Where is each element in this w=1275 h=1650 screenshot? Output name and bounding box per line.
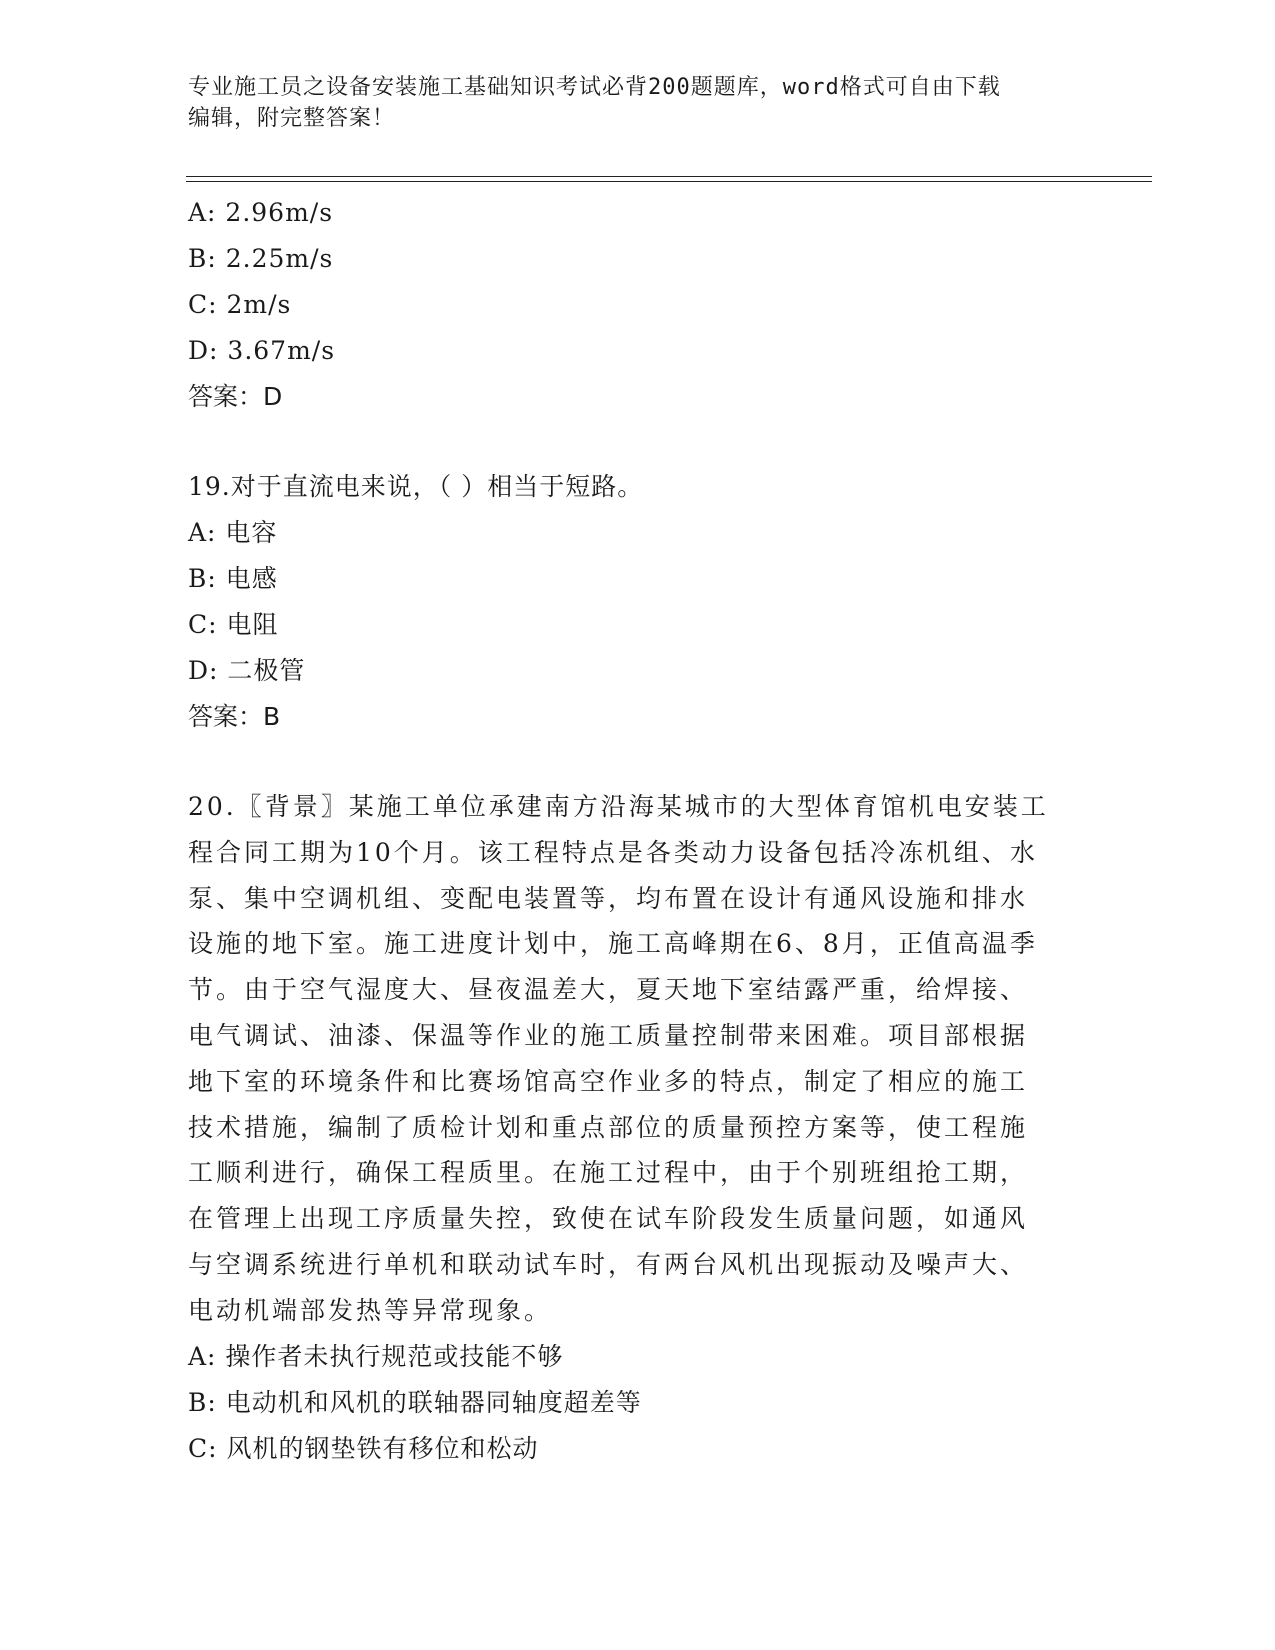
answer: 答案：B xyxy=(188,702,281,731)
option-d: D: 二极管 xyxy=(188,656,306,685)
header-rule-top xyxy=(186,176,1152,177)
question-18 xyxy=(188,190,1088,420)
question-stem: 19.对于直流电来说，（ ）相当于短路。 xyxy=(188,472,644,501)
option-a: A: 电容 xyxy=(188,518,278,547)
header-rule-bottom xyxy=(186,181,1152,182)
question-stem-line: 电动机端部发热等异常现象。 xyxy=(188,1295,553,1325)
option-a: A: 操作者未执行规范或技能不够 xyxy=(188,1341,564,1371)
header-line-1: 专业施工员之设备安装施工基础知识考试必背200题题库，word格式可自由下载 xyxy=(188,75,1001,100)
question-stem-line: 工顺利进行，确保工程质里。在施工过程中，由于个别班组抢工期， xyxy=(188,1158,1029,1188)
option-c: C: 风机的钢垫铁有移位和松动 xyxy=(188,1433,539,1463)
option-b: B: 电动机和风机的联轴器同轴度超差等 xyxy=(188,1387,642,1417)
option-a: A: 2.96m/s xyxy=(188,198,334,227)
question-stem-line: 在管理上出现工序质量失控，致使在试车阶段发生质量问题，如通风 xyxy=(188,1204,1029,1234)
question-stem-line: 技术措施，编制了质检计划和重点部位的质量预控方案等，使工程施 xyxy=(188,1112,1029,1142)
header-line-2: 编辑，附完整答案！ xyxy=(188,106,396,131)
question-20 xyxy=(188,784,1088,1472)
option-d: D: 3.67m/s xyxy=(188,336,336,365)
question-19 xyxy=(188,464,1088,740)
question-stem-line: 20.〖背景〗某施工单位承建南方沿海某城市的大型体育馆机电安装工 xyxy=(188,792,1049,821)
option-b: B: 2.25m/s xyxy=(188,244,334,273)
option-b: B: 电感 xyxy=(188,564,278,593)
question-stem-line: 地下室的环境条件和比赛场馆高空作业多的特点，制定了相应的施工 xyxy=(188,1066,1029,1096)
document-body xyxy=(188,190,1088,1472)
answer: 答案：D xyxy=(188,382,283,411)
option-c: C: 电阻 xyxy=(188,610,279,639)
question-stem-line: 设施的地下室。施工进度计划中，施工高峰期在6、8月，正值高温季 xyxy=(188,929,1038,959)
document-header xyxy=(188,72,1068,134)
option-c: C: 2m/s xyxy=(188,290,292,319)
question-stem-line: 程合同工期为10个月。该工程特点是各类动力设备包括冷冻机组、水 xyxy=(188,837,1038,867)
question-stem-line: 节。由于空气湿度大、昼夜温差大，夏天地下室结露严重，给焊接、 xyxy=(188,975,1029,1005)
question-stem-line: 电气调试、油漆、保温等作业的施工质量控制带来困难。项目部根据 xyxy=(188,1020,1029,1050)
question-stem-line: 泵、集中空调机组、变配电装置等，均布置在设计有通风设施和排水 xyxy=(188,883,1029,913)
question-stem-line: 与空调系统进行单机和联动试车时，有两台风机出现振动及噪声大、 xyxy=(188,1249,1029,1279)
